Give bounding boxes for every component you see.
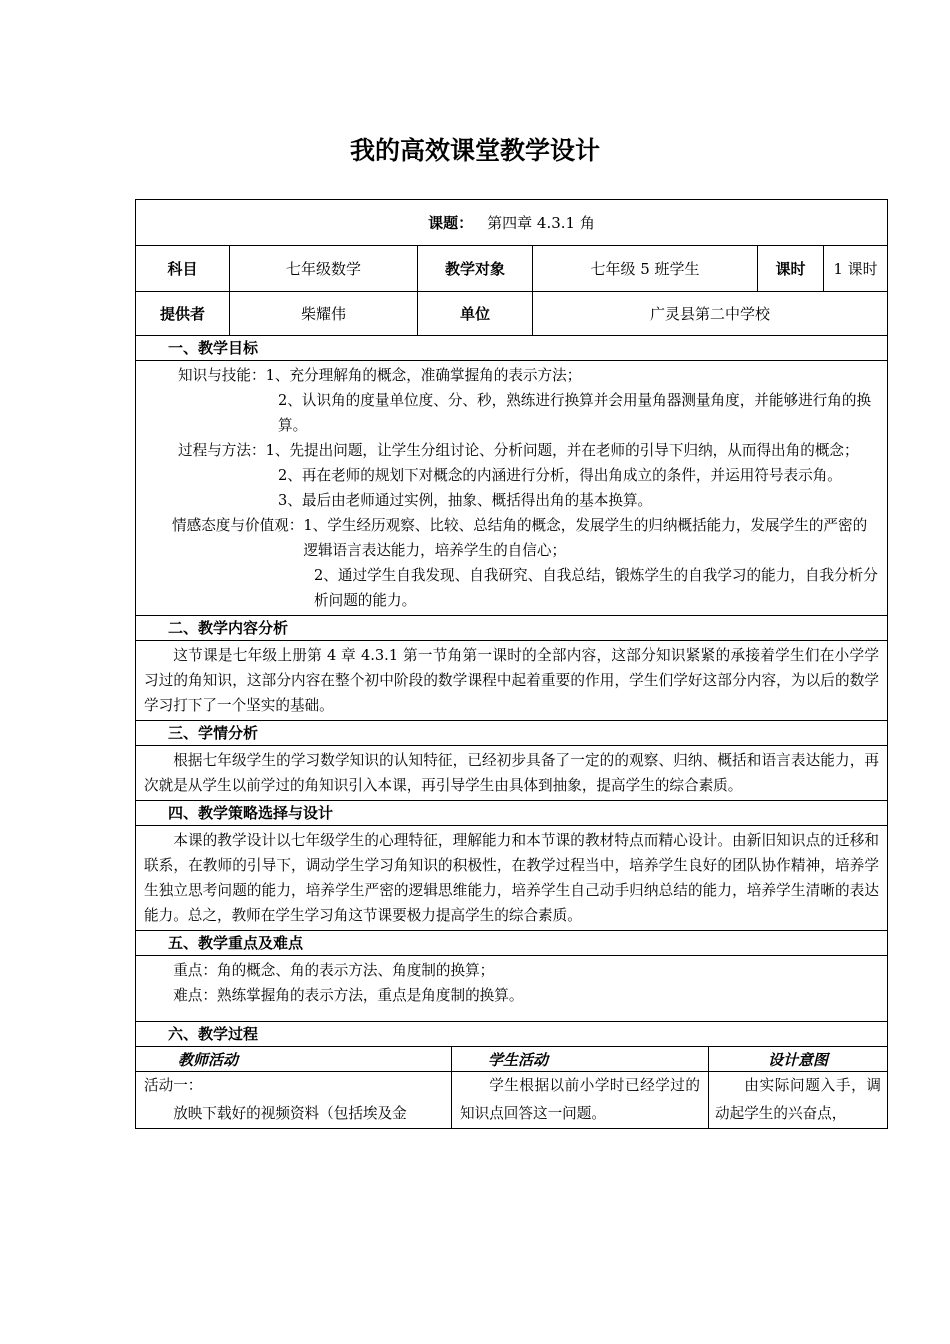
- provider-row: [136, 292, 887, 336]
- emotion-item: [146, 513, 879, 563]
- provider-label: 提供者: [136, 292, 230, 335]
- course-row: [136, 200, 887, 246]
- process-label: 过程与方法：: [178, 442, 266, 459]
- process-item: [146, 438, 879, 463]
- section-content-body: [136, 641, 887, 721]
- col-design-intent: 设计意图: [767, 1050, 828, 1069]
- col-teacher-activity: 教师活动: [136, 1047, 452, 1071]
- section-strategy-title: 四、教学策略选择与设计: [136, 801, 887, 826]
- section-keypoints-title: 五、教学重点及难点: [136, 931, 887, 956]
- unit-value: 广灵县第二中学校: [649, 305, 770, 323]
- unit-label: 单位: [418, 292, 533, 335]
- page-title: 我的高效课堂教学设计: [349, 136, 600, 165]
- target-value: 七年级 5 班学生: [533, 246, 758, 291]
- hours-label: 课时: [758, 246, 824, 291]
- process-3: [146, 488, 879, 513]
- design-intent-cell: [709, 1072, 887, 1128]
- section-students-title: 三、学情分析: [136, 721, 887, 746]
- teacher-activity-cell: [136, 1072, 452, 1128]
- knowledge-item: [146, 363, 879, 388]
- section-keypoints-body: [136, 956, 887, 1022]
- col-student-activity: 学生活动: [452, 1047, 709, 1071]
- course-label: 课题：: [428, 214, 474, 232]
- design-intent-1: 由实际问题入手，调动起学生的兴奋点，: [715, 1077, 881, 1122]
- emotion-label: 情感态度与价值观：: [172, 517, 304, 534]
- process-2-text: 2、再在老师的规划下对概念的内涵进行分析，得出角成立的条件，并运用符号表示角。: [278, 467, 842, 484]
- section-process-title: 六、教学过程: [136, 1022, 887, 1047]
- section-goals-title: 一、教学目标: [136, 336, 887, 361]
- section-content-title: 二、教学内容分析: [136, 616, 887, 641]
- student-activity-cell: [452, 1072, 709, 1128]
- process-header-row: [136, 1047, 887, 1072]
- knowledge-2-text: 2、认识角的度量单位度、分、秒，熟练进行换算并会用量角器测量角度，并能够进行角的换算。: [278, 392, 872, 434]
- process-2: [146, 463, 879, 488]
- course-value: 第四章 4.3.1 角: [487, 214, 595, 232]
- subject-value: 七年级数学: [230, 246, 418, 291]
- content-analysis-text: 这节课是七年级上册第 4 章 4.3.1 第一节角第一课时的全部内容，这部分知识紧紧的承接着学生们在小学学习过的角知识，这部分内容在整个初中阶段的数学课程中起着重要的作用，学生们学好这部分内容，为以后的数学学习打下了一个坚实的基础。: [144, 647, 879, 714]
- knowledge-label: 知识与技能：: [178, 367, 266, 384]
- knowledge-2: [146, 388, 879, 438]
- process-row-1: [136, 1072, 887, 1128]
- knowledge-1: 1、充分理解角的概念，准确掌握角的表示方法；: [265, 367, 582, 384]
- teacher-activity-1: 活动一：: [144, 1077, 203, 1094]
- subject-label: 科目: [136, 246, 230, 291]
- key-point: 重点：角的概念、角的表示方法、角度制的换算；: [173, 962, 495, 979]
- section-strategy-body: [136, 826, 887, 931]
- hours-value: 1 课时: [833, 260, 878, 278]
- emotion-1: 1、学生经历观察、比较、总结角的概念，发展学生的归纳概括能力，发展学生的严密的逻辑语言表达能力，培养学生的自信心；: [303, 517, 868, 559]
- target-label: 教学对象: [418, 246, 533, 291]
- strategy-text: 本课的教学设计以七年级学生的心理特征，理解能力和本节课的教材特点而精心设计。由新旧知识点的迁移和联系，在教师的引导下，调动学生学习角知识的积极性，在教学过程当中，培养学生良好的团队协作精神，培养学生独立思考问题的能力，培养学生严密的逻辑思维能力，培养学生自己动手归纳总结的能力，培养学生清晰的表达能力。总之，教师在学生学习角这节课要极力提高学生的综合素质。: [144, 832, 879, 924]
- subject-row: [136, 246, 887, 292]
- difficult-point: 难点：熟练掌握角的表示方法，重点是角度制的换算。: [173, 987, 524, 1004]
- process-1: 1、先提出问题，让学生分组讨论、分析问题，并在老师的引导下归纳，从而得出角的概念；: [265, 442, 859, 459]
- emotion-2: [146, 563, 879, 613]
- teacher-activity-2: 放映下载好的视频资料（包括埃及金: [173, 1105, 407, 1122]
- provider-value: 柴耀伟: [230, 292, 418, 335]
- students-analysis-text: 根据七年级学生的学习数学知识的认知特征，已经初步具备了一定的的观察、归纳、概括和语言表达能力，再次就是从学生以前学过的角知识引入本课，再引导学生由具体到抽象，提高学生的综合素质。: [144, 752, 879, 794]
- section-goals-body: [136, 361, 887, 616]
- process-3-text: 3、最后由老师通过实例，抽象、概括得出角的基本换算。: [278, 492, 653, 509]
- section-students-body: [136, 746, 887, 801]
- student-activity-1: 学生根据以前小学时已经学过的知识点回答这一问题。: [460, 1077, 700, 1122]
- lesson-plan-table: [135, 199, 888, 1129]
- emotion-2-text: 2、通过学生自我发现、自我研究、自我总结，锻炼学生的自我学习的能力，自我分析分析问题的能力。: [314, 567, 878, 609]
